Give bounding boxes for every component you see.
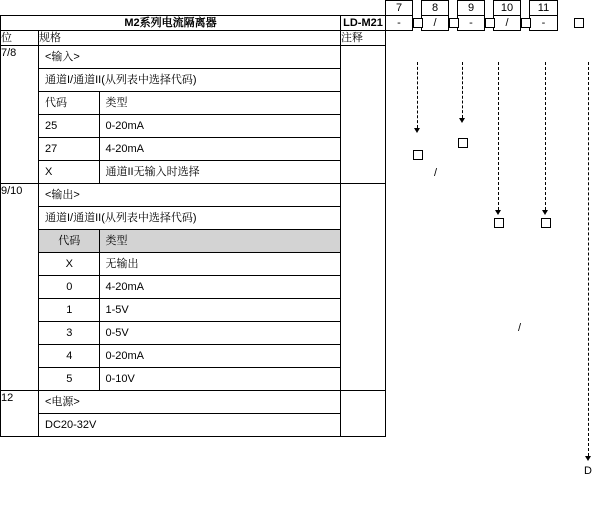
section-row-output	[1, 184, 604, 391]
code-box-3	[485, 16, 494, 31]
table-row	[39, 368, 340, 391]
output-code-1: 1	[39, 299, 99, 322]
list-item	[39, 184, 340, 207]
section-note-output	[341, 184, 386, 391]
list-item	[39, 414, 340, 437]
input-spec-table	[39, 46, 340, 183]
section-position-power: 12	[1, 391, 39, 437]
output-code-4: 4	[39, 345, 99, 368]
table-row	[39, 322, 340, 345]
output-type-0: 4-20mA	[99, 276, 340, 299]
code-slash-1: /	[422, 16, 449, 31]
code-box-2	[449, 16, 458, 31]
output-code-0: 0	[39, 276, 99, 299]
input-type-27: 4-20mA	[99, 138, 340, 161]
section-subtitle-input: 通道I/通道II(从列表中选择代码)	[39, 69, 340, 92]
connector-slash-1: /	[434, 167, 438, 179]
col-number-11: 11	[530, 1, 558, 16]
table-column-header-row	[1, 31, 604, 46]
section-subtitle-output: 通道I/通道II(从列表中选择代码)	[39, 207, 340, 230]
section-title-output: <输出>	[39, 184, 340, 207]
section-title-power: <电源>	[39, 391, 340, 414]
input-code-header: 代码	[39, 92, 99, 115]
code-slash-2: /	[494, 16, 521, 31]
table-row	[39, 345, 340, 368]
section-subtitle-power: DC20-32V	[45, 419, 97, 431]
section-title-input: <输入>	[39, 46, 340, 69]
output-code-3: 3	[39, 322, 99, 345]
section-row-input	[1, 46, 604, 184]
input-type-25: 0-20mA	[99, 115, 340, 138]
table-row	[39, 138, 340, 161]
product-code: LD-M21	[341, 16, 386, 31]
connector-terminal-letter: D	[584, 465, 592, 477]
output-type-x: 无输出	[99, 253, 340, 276]
code-box-1	[413, 16, 422, 31]
section-position-input: 7/8	[1, 46, 39, 184]
table-row	[39, 276, 340, 299]
col-number-9: 9	[458, 1, 485, 16]
checkbox-glyph	[485, 18, 495, 28]
section-body-input	[39, 46, 341, 184]
table-header-row	[39, 230, 340, 253]
input-type-x: 通道II无输入时选择	[105, 166, 200, 178]
output-code-5: 5	[39, 368, 99, 391]
section-body-power	[39, 391, 341, 437]
list-item	[39, 391, 340, 414]
table-row	[39, 299, 340, 322]
header-position: 位	[1, 31, 39, 46]
output-type-5: 0-10V	[105, 373, 135, 385]
section-position-output: 9/10	[1, 184, 39, 391]
input-code-x: X	[39, 161, 99, 184]
input-type-header: 类型	[99, 92, 340, 115]
output-type-1: 1-5V	[99, 299, 340, 322]
column-number-row	[1, 1, 604, 16]
list-item	[39, 207, 340, 230]
checkbox-glyph	[413, 18, 423, 28]
table-header-row	[39, 92, 340, 115]
table-row	[39, 115, 340, 138]
output-code-x: X	[39, 253, 99, 276]
product-title: M2系列电流隔离器	[1, 16, 341, 31]
output-type-3: 0-5V	[99, 322, 340, 345]
checkbox-glyph	[574, 18, 584, 28]
connector-arrow-11	[585, 456, 591, 461]
col-number-10: 10	[494, 1, 521, 16]
connector-slash-2: /	[518, 322, 522, 334]
code-dash-2: -	[458, 16, 485, 31]
col-number-7: 7	[386, 1, 413, 16]
checkbox-glyph	[449, 18, 459, 28]
checkbox-glyph	[521, 18, 531, 28]
output-spec-table	[39, 184, 340, 390]
header-spec: 规格	[39, 31, 341, 46]
power-spec-table	[39, 391, 340, 436]
output-type-header: 类型	[99, 230, 340, 253]
section-note-power	[341, 391, 386, 437]
list-item	[39, 69, 340, 92]
input-code-25: 25	[39, 115, 99, 138]
output-type-4: 0-20mA	[99, 345, 340, 368]
col-number-8: 8	[422, 1, 449, 16]
code-box-5	[558, 16, 600, 31]
code-dash-3: -	[530, 16, 558, 31]
header-note: 注释	[341, 31, 386, 46]
output-code-header: 代码	[39, 230, 99, 253]
section-note-input	[341, 46, 386, 184]
section-body-output	[39, 184, 341, 391]
list-item	[39, 46, 340, 69]
table-row	[39, 253, 340, 276]
code-dash-1: -	[386, 16, 413, 31]
table-row	[39, 161, 340, 184]
input-code-27: 27	[39, 138, 99, 161]
section-row-power	[1, 391, 604, 437]
title-code-row	[1, 16, 604, 31]
code-box-4	[521, 16, 530, 31]
